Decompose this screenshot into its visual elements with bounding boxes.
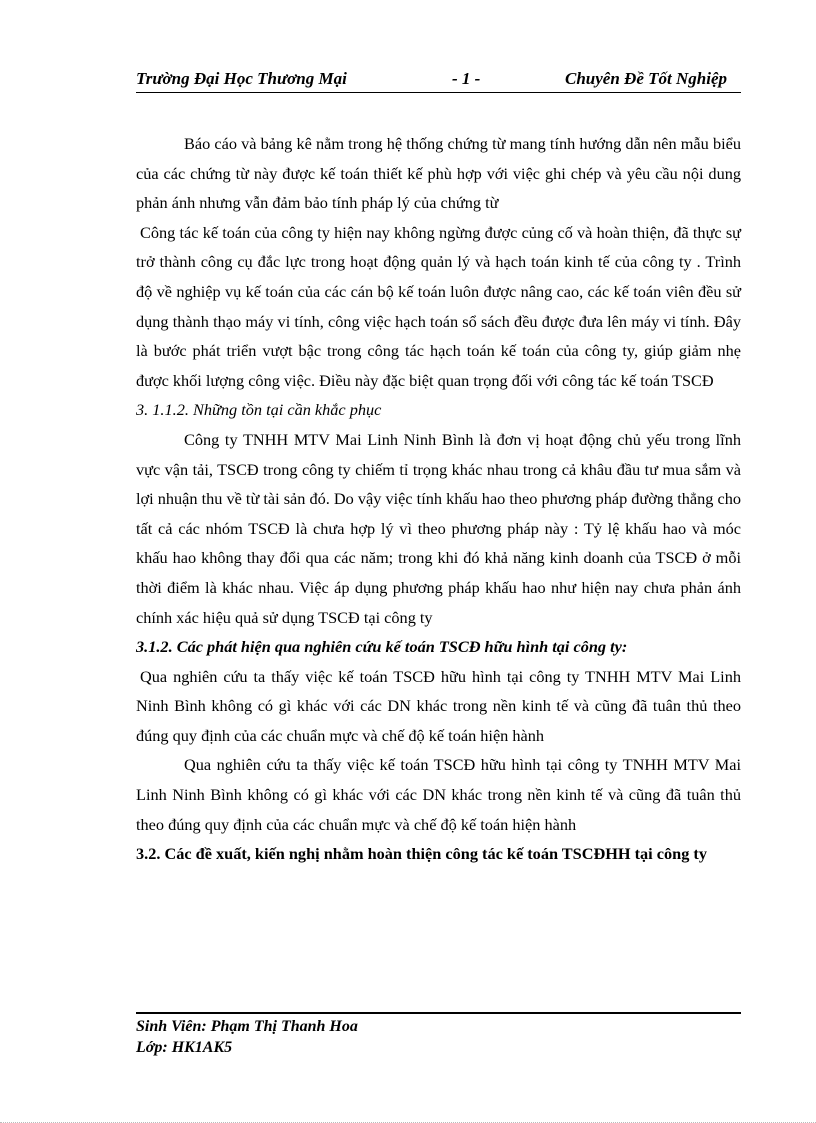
paragraph-findings-2: Qua nghiên cứu ta thấy việc kế toán TSCĐ hữu hình tại công ty TNHH MTV Mai Linh Ninh Bình không có gì khác với các DN khác trong nền kinh tế và cũng đã tuân thủ theo đúng quy định của các chuẩn mực và chế độ kế toán hiện hành [136,755,741,834]
document-body [136,129,741,869]
footer-student: Sinh Viên: Phạm Thị Thanh Hoa [136,1018,358,1035]
section-heading-proposals: 3.2. Các đề xuất, kiến nghị nhằm hoàn thiện công tác kế toán TSCĐHH tại công ty [136,844,707,864]
paragraph-accounting-work: Công tác kế toán của công ty hiện nay không ngừng được củng cố và hoàn thiện, đã thực sự trở thành công cụ đắc lực trong hoạt động quản lý và hạch toán kinh tế của công ty . Trình độ về nghiệp vụ kế toán của các cán bộ kế toán luôn được nâng cao, các kế toán viên đều sử dụng thành thạo máy vi tính, công việc hạch toán sổ sách đều được đưa lên máy vi tính. Đây là bước phát triển vượt bậc trong công tác hạch toán kế toán của công ty, giúp giảm nhẹ được khối lượng công việc. Điều này đặc biệt quan trọng đối với công tác kế toán TSCĐ [136,222,741,390]
header-document-type: Chuyên Đề Tốt Nghiệp [565,69,727,88]
page-footer [136,1016,358,1058]
paragraph-depreciation: Công ty TNHH MTV Mai Linh Ninh Bình là đơn vị hoạt động chủ yếu trong lĩnh vực vận tải, TSCĐ trong công ty chiếm tỉ trọng khác nhau trong cả khâu đầu tư mua sắm và lợi nhuận thu về từ tài sản đó. Do vậy việc tính khấu hao theo phương pháp đường thẳng cho tất cả các nhóm TSCĐ là chưa hợp lý vì theo phương pháp này : Tỷ lệ khấu hao và móc khấu hao không thay đổi qua các năm; trong khi đó khả năng kinh doanh của TSCĐ ở mỗi thời điểm là khác nhau. Việc áp dụng phương pháp khấu hao như hiện nay chưa phản ánh chính xác hiệu quả sử dụng TSCĐ tại công ty [136,429,741,627]
page-header [136,68,741,93]
subheading-issues: 3. 1.1.2. Những tồn tại cần khắc phục [136,400,382,420]
paragraph-findings-1: Qua nghiên cứu ta thấy việc kế toán TSCĐ hữu hình tại công ty TNHH MTV Mai Linh Ninh Bình không có gì khác với các DN khác trong nền kinh tế và cũng đã tuân thủ theo đúng quy định của các chuẩn mực và chế độ kế toán hiện hành [136,666,741,745]
footer-divider [136,1012,741,1014]
footer-class: Lớp: HK1AK5 [136,1039,233,1056]
page-number: - 1 - [452,69,481,88]
paragraph-reports: Báo cáo và bảng kê nằm trong hệ thống chứng từ mang tính hướng dẫn nên mẫu biểu của các chứng từ này được kế toán thiết kế phù hợp với việc ghi chép và yêu cầu nội dung phản ánh nhưng vẫn đảm bảo tính pháp lý của chứng từ [136,134,741,213]
section-heading-findings: 3.1.2. Các phát hiện qua nghiên cứu kế toán TSCĐ hữu hình tại công ty: [136,637,628,657]
header-school: Trường Đại Học Thương Mại [136,69,347,88]
